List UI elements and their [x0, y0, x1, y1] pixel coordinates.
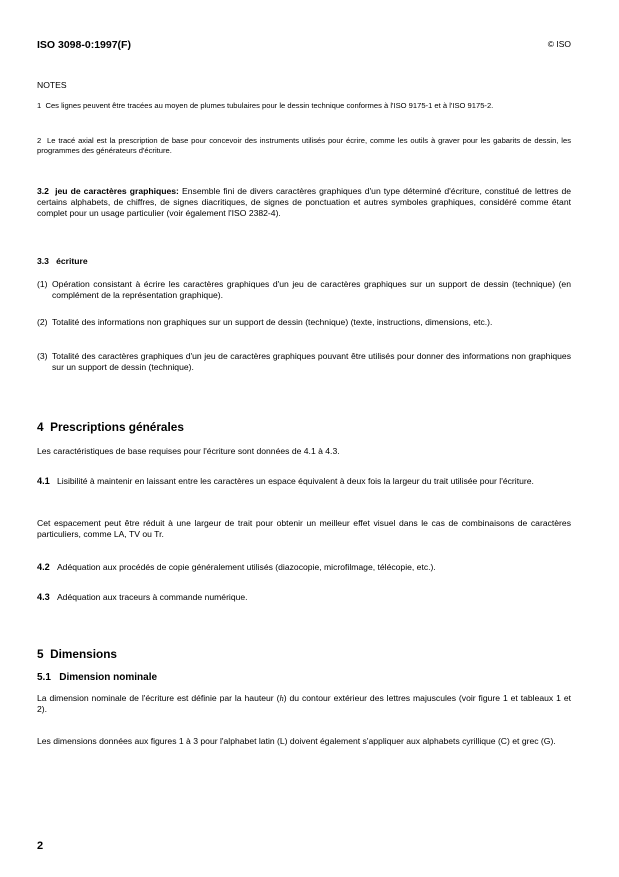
list-item — [37, 317, 571, 328]
subsection-number: 5.1 — [37, 672, 51, 683]
list-item-number: (1) — [37, 279, 48, 289]
clause-text: Lisibilité à maintenir en laissant entre les caractères un espace équivalent à deux fois la largeur du trait utilisée pour l'écriture. — [56, 476, 534, 486]
list-item-number: (2) — [37, 317, 48, 327]
section-5-1-paragraph-1 — [37, 693, 571, 715]
section-number: 5 — [37, 647, 44, 661]
note-1 — [37, 101, 571, 111]
definition-3-3-heading — [37, 256, 88, 266]
section-title: Dimensions — [50, 647, 117, 661]
clause-text: Adéquation aux traceurs à commande numérique. — [56, 592, 248, 602]
copyright: © ISO — [547, 39, 571, 49]
clause-4-1-extra: Cet espacement peut être réduit à une largeur de trait pour obtenir un meilleur effet visuel dans le cas de combinaisons de caractères particuliers, comme LA, TV ou Tr. — [37, 518, 571, 539]
list-item-number: (3) — [37, 351, 48, 361]
section-number: 4 — [37, 420, 44, 434]
definition-term: écriture — [56, 256, 88, 266]
section-4-heading — [37, 420, 184, 434]
clause-text: Adéquation aux procédés de copie généralement utilisés (diazocopie, microfilmage, télécopie, etc.). — [56, 562, 436, 572]
note-2 — [37, 136, 571, 156]
clause-4-3 — [37, 592, 571, 603]
height-variable: h — [279, 693, 284, 703]
note-1-number: 1 — [37, 101, 42, 110]
section-5-1-paragraph-2: Les dimensions données aux figures 1 à 3 pour l'alphabet latin (L) doivent également s'appliquer aux alphabets cyrillique (C) et grec (G). — [37, 736, 556, 746]
list-item — [37, 279, 571, 301]
clause-number: 4.3 — [37, 592, 50, 602]
section-title: Prescriptions générales — [50, 420, 184, 434]
clause-4-1 — [37, 476, 571, 487]
definition-text: Ensemble fini de divers caractères graphiques d'un type déterminé d'écriture, constitué de lettres de certains alphabets, de chiffres, de signes diacritiques, de signes de ponctuation et autres symboles graphiques, considéré comme étant complet pour un usage particulier (voir également l'ISO 2382-4). — [37, 186, 572, 218]
list-item-text: Totalité des informations non graphiques sur un support de dessin (technique) (texte, instructions, dimensions, etc.). — [52, 317, 493, 327]
section-5-heading — [37, 647, 117, 661]
note-1-text: Ces lignes peuvent être tracées au moyen de plumes tubulaires pour le dessin technique conformes à l'ISO 9175-1 et à l'ISO 9175-2. — [45, 101, 494, 110]
subsection-title: Dimension nominale — [59, 672, 158, 683]
definition-term: jeu de caractères graphiques: — [55, 186, 179, 196]
note-2-number: 2 — [37, 136, 42, 145]
clause-4-2 — [37, 562, 571, 573]
list-item-text: Opération consistant à écrire les caractères graphiques d'un jeu de caractères graphiques sur un support de dessin (technique) (en complément de la représentation graphique). — [52, 279, 571, 300]
paragraph-text: ) du contour extérieur des lettres majuscules (voir figure 1 et tableaux 1 et 2). — [37, 693, 571, 714]
list-item-text: Totalité des caractères graphiques d'un jeu de caractères graphiques pouvant être utilisés pour donner des informations non graphiques sur un support de dessin (technique). — [52, 351, 571, 372]
section-4-intro: Les caractéristiques de base requises pour l'écriture sont données de 4.1 à 4.3. — [37, 446, 340, 456]
subsection-5-1-heading — [37, 672, 157, 683]
document-id: ISO 3098-0:1997(F) — [37, 39, 131, 51]
definition-number: 3.2 — [37, 186, 49, 196]
clause-number: 4.2 — [37, 562, 50, 572]
paragraph-text: La dimension nominale de l'écriture est définie par la hauteur ( — [37, 693, 280, 703]
page-number: 2 — [37, 840, 44, 852]
list-item — [37, 351, 571, 373]
notes-label: NOTES — [37, 80, 67, 90]
clause-number: 4.1 — [37, 476, 50, 486]
definition-number: 3.3 — [37, 256, 49, 266]
note-2-text: Le tracé axial est la prescription de base pour concevoir des instruments utilisés pour écrire, comme les outils à graver pour les gabarits de dessin, les programmes des générateurs d'écriture. — [37, 136, 571, 155]
definition-3-2 — [37, 186, 571, 219]
